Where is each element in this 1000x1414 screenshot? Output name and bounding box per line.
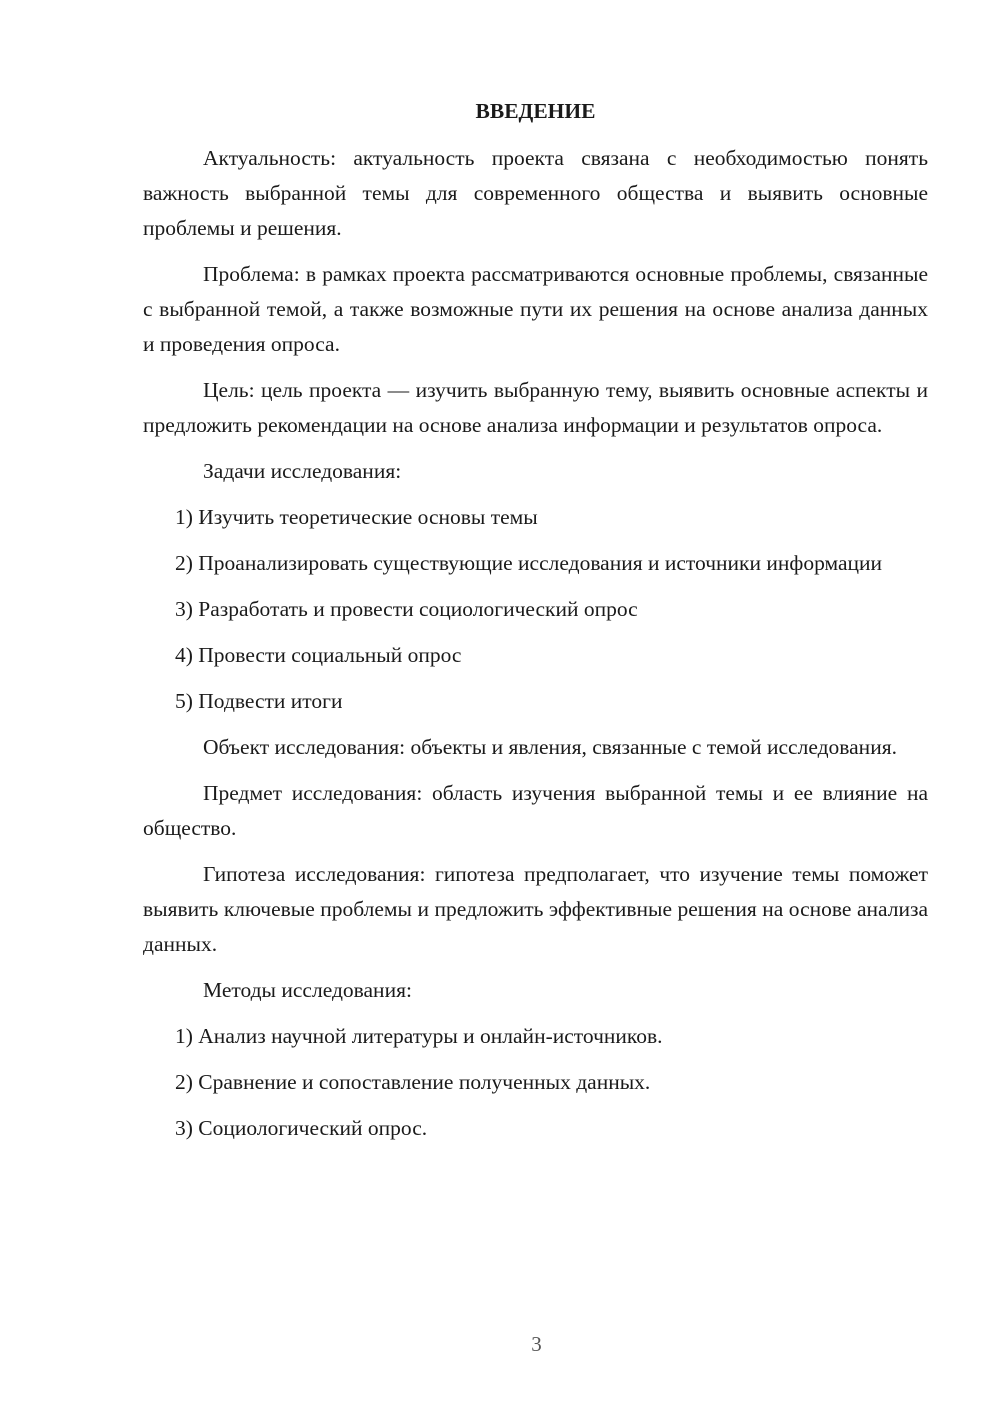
- list-item: 1) Изучить теоретические основы темы: [175, 505, 538, 529]
- methods-list: [143, 1019, 928, 1146]
- tasks-heading: Задачи исследования:: [203, 459, 402, 483]
- list-item: 2) Проанализировать существующие исследования и источники информации: [175, 551, 883, 575]
- goal-paragraph: Цель: цель проекта — изучить выбранную тему, выявить основные аспекты и предложить рекомендации на основе анализа информации и результатов опроса.: [143, 378, 928, 437]
- subject-paragraph: Предмет исследования: область изучения выбранной темы и ее влияние на общество.: [143, 781, 928, 840]
- list-item: 2) Сравнение и сопоставление полученных данных.: [175, 1070, 651, 1094]
- page-title: ВВЕДЕНИЕ: [475, 99, 596, 123]
- problem-paragraph: Проблема: в рамках проекта рассматриваются основные проблемы, связанные с выбранной темой, а также возможные пути их решения на основе анализа данных и проведения опроса.: [143, 262, 928, 356]
- list-item: 3) Социологический опрос.: [175, 1116, 428, 1140]
- list-item: 3) Разработать и провести социологический опрос: [175, 597, 638, 621]
- list-item: 1) Анализ научной литературы и онлайн-источников.: [175, 1024, 663, 1048]
- list-item: 4) Провести социальный опрос: [175, 643, 462, 667]
- page-content: [143, 94, 928, 1157]
- methods-heading: Методы исследования:: [203, 978, 412, 1002]
- page-number: 3: [531, 1332, 542, 1356]
- list-item: 5) Подвести итоги: [175, 689, 343, 713]
- relevance-paragraph: Актуальность: актуальность проекта связана с необходимостью понять важность выбранной темы для современного общества и выявить основные проблемы и решения.: [143, 146, 928, 240]
- object-paragraph: Объект исследования: объекты и явления, связанные с темой исследования.: [203, 735, 897, 759]
- hypothesis-paragraph: Гипотеза исследования: гипотеза предполагает, что изучение темы поможет выявить ключевые проблемы и предложить эффективные решения на основе анализа данных.: [143, 862, 928, 956]
- tasks-list: [143, 500, 928, 719]
